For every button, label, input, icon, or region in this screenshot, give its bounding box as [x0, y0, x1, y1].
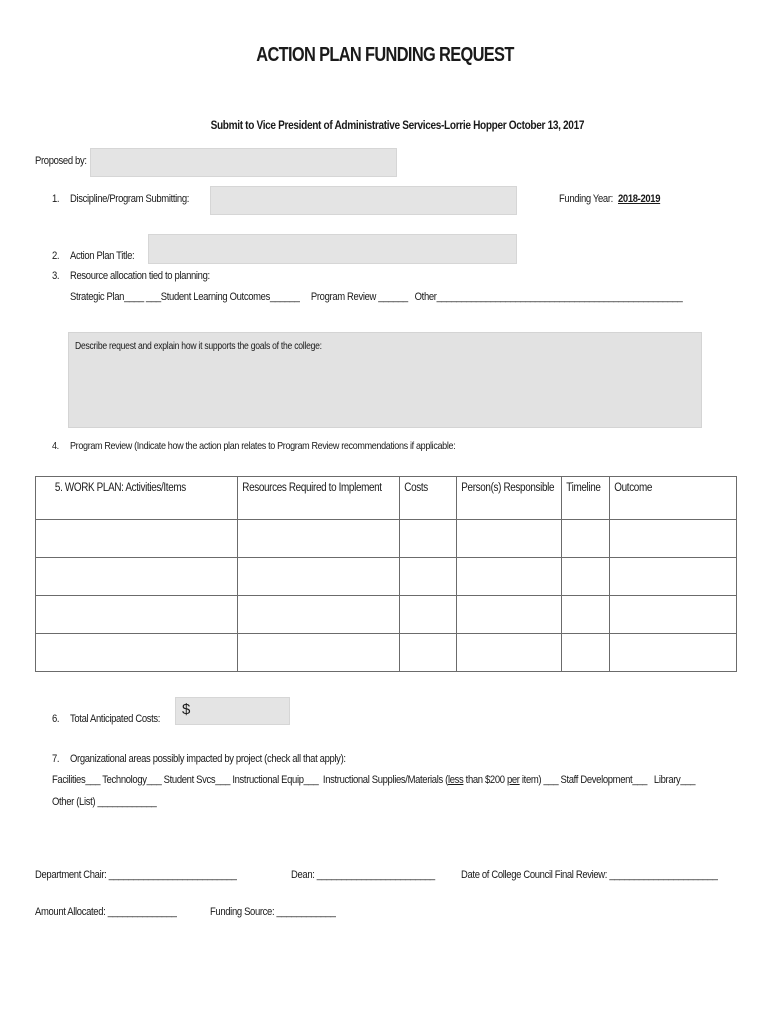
describe-request-label: Describe request and explain how it supports the goals of the college:: [75, 341, 322, 352]
submit-instructions: Submit to Vice President of Administrative Services-Lorrie Hopper October 13, 2017: [210, 118, 584, 132]
table-cell[interactable]: [238, 634, 400, 672]
header-costs: Costs: [400, 477, 457, 520]
describe-request-field[interactable]: [68, 332, 702, 428]
table-cell[interactable]: [562, 634, 610, 672]
table-cell[interactable]: [610, 558, 737, 596]
proposed-by-label: Proposed by:: [35, 155, 87, 167]
table-cell[interactable]: [610, 634, 737, 672]
table-cell[interactable]: [562, 520, 610, 558]
table-cell[interactable]: [400, 520, 457, 558]
organizational-areas-label: Organizational areas possibly impacted by project (check all that apply):: [70, 753, 346, 765]
funding-year-value: 2018-2019: [618, 193, 661, 205]
table-cell[interactable]: [457, 520, 562, 558]
item7-number: 7.: [52, 753, 60, 765]
table-cell[interactable]: [36, 520, 238, 558]
table-cell[interactable]: [610, 596, 737, 634]
total-costs-field[interactable]: [175, 697, 290, 725]
action-plan-title-field[interactable]: [148, 234, 517, 264]
resource-allocation-label: Resource allocation tied to planning:: [70, 270, 210, 282]
program-review-label: Program Review (Indicate how the action plan relates to Program Review recommendations if applicable:: [70, 440, 456, 452]
table-cell[interactable]: [238, 558, 400, 596]
work-plan-table: [35, 476, 737, 672]
action-plan-title-label: Action Plan Title:: [70, 250, 135, 262]
header-outcome: Outcome: [610, 477, 737, 520]
table-cell[interactable]: [562, 558, 610, 596]
organizational-areas-options[interactable]: Facilities___ Technology___ Student Svcs___ Instructional Equip___ Instructional Supplies/Materials (less than $200 per item) ___ Staff Development___ Library___: [52, 774, 696, 786]
table-cell[interactable]: [400, 634, 457, 672]
item4-number: 4.: [52, 440, 59, 452]
table-row: [36, 520, 737, 558]
dean-line[interactable]: Dean: ________________________: [291, 869, 435, 881]
funding-year-label: Funding Year:: [559, 193, 613, 205]
table-row: [36, 634, 737, 672]
proposed-by-field[interactable]: [90, 148, 397, 177]
header-activities: 5. WORK PLAN: Activities/Items: [36, 477, 238, 520]
item2-number: 2.: [52, 250, 60, 262]
funding-source-line[interactable]: Funding Source: ____________: [210, 906, 336, 918]
table-cell[interactable]: [457, 596, 562, 634]
work-plan-header-row: [36, 477, 737, 520]
discipline-label: Discipline/Program Submitting:: [70, 193, 190, 205]
table-cell[interactable]: [238, 520, 400, 558]
header-timeline: Timeline: [562, 477, 610, 520]
other-list-line[interactable]: Other (List) ____________: [52, 796, 157, 808]
department-chair-line[interactable]: Department Chair: __________________________: [35, 869, 237, 881]
discipline-field[interactable]: [210, 186, 517, 215]
planning-options-line[interactable]: Strategic Plan____ ___Student Learning Outcomes______ Program Review ______ Other__________________________________________________: [70, 291, 683, 303]
item3-number: 3.: [52, 270, 60, 282]
table-cell[interactable]: [238, 596, 400, 634]
council-review-date-line[interactable]: Date of College Council Final Review: ______________________: [461, 869, 718, 881]
currency-symbol: $: [182, 701, 191, 718]
item1-number: 1.: [52, 193, 60, 205]
table-cell[interactable]: [562, 596, 610, 634]
page-title: ACTION PLAN FUNDING REQUEST: [256, 44, 514, 66]
table-cell[interactable]: [610, 520, 737, 558]
item6-number: 6.: [52, 713, 60, 725]
table-cell[interactable]: [36, 634, 238, 672]
header-resources: Resources Required to Implement: [238, 477, 400, 520]
table-cell[interactable]: [36, 558, 238, 596]
header-persons-responsible: Person(s) Responsible: [457, 477, 562, 520]
table-cell[interactable]: [457, 558, 562, 596]
total-costs-label: Total Anticipated Costs:: [70, 713, 161, 725]
table-cell[interactable]: [400, 558, 457, 596]
table-cell[interactable]: [457, 634, 562, 672]
table-row: [36, 596, 737, 634]
table-cell[interactable]: [36, 596, 238, 634]
amount-allocated-line[interactable]: Amount Allocated: ______________: [35, 906, 177, 918]
table-row: [36, 558, 737, 596]
table-cell[interactable]: [400, 596, 457, 634]
